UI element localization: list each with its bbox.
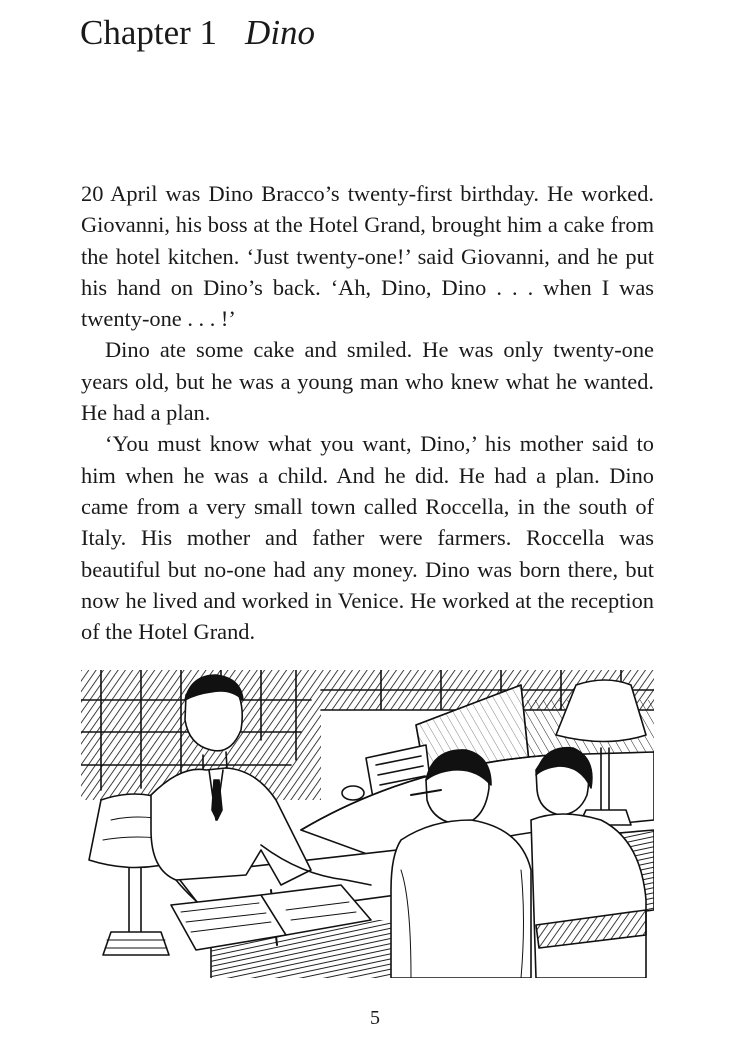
illustration-hotel-reception <box>81 670 654 978</box>
chapter-name: Dino <box>245 13 316 52</box>
chapter-label: Chapter 1 <box>80 13 218 52</box>
paragraph-3: ‘You must know what you want, Dino,’ his mother said to him when he was a child. And he did. He had a plan. Dino came from a very small town called Roccella, in the south of Italy. His mother and father were farmers. Roccella was beautiful but no-one had any money. Dino was born there, but now he lived and worked in Venice. He worked at the reception of the Hotel Grand. <box>81 431 654 645</box>
paragraph-2: Dino ate some cake and smiled. He was only twenty-one years old, but he was a young man who knew what he wanted. He had a plan. <box>81 337 654 426</box>
body-text <box>81 178 654 647</box>
page-number: 5 <box>370 1007 380 1029</box>
paragraph-1: 20 April was Dino Bracco’s twenty-first birthday. He worked. Giovanni, his boss at the Hotel Grand, brought him a cake from the hotel kitchen. ‘Just twenty-one!’ said Giovanni, and he put his hand on Dino’s back. ‘Ah, Dino, Dino . . . when I was twenty-one . . . !’ <box>81 181 654 332</box>
chapter-heading <box>80 10 315 56</box>
